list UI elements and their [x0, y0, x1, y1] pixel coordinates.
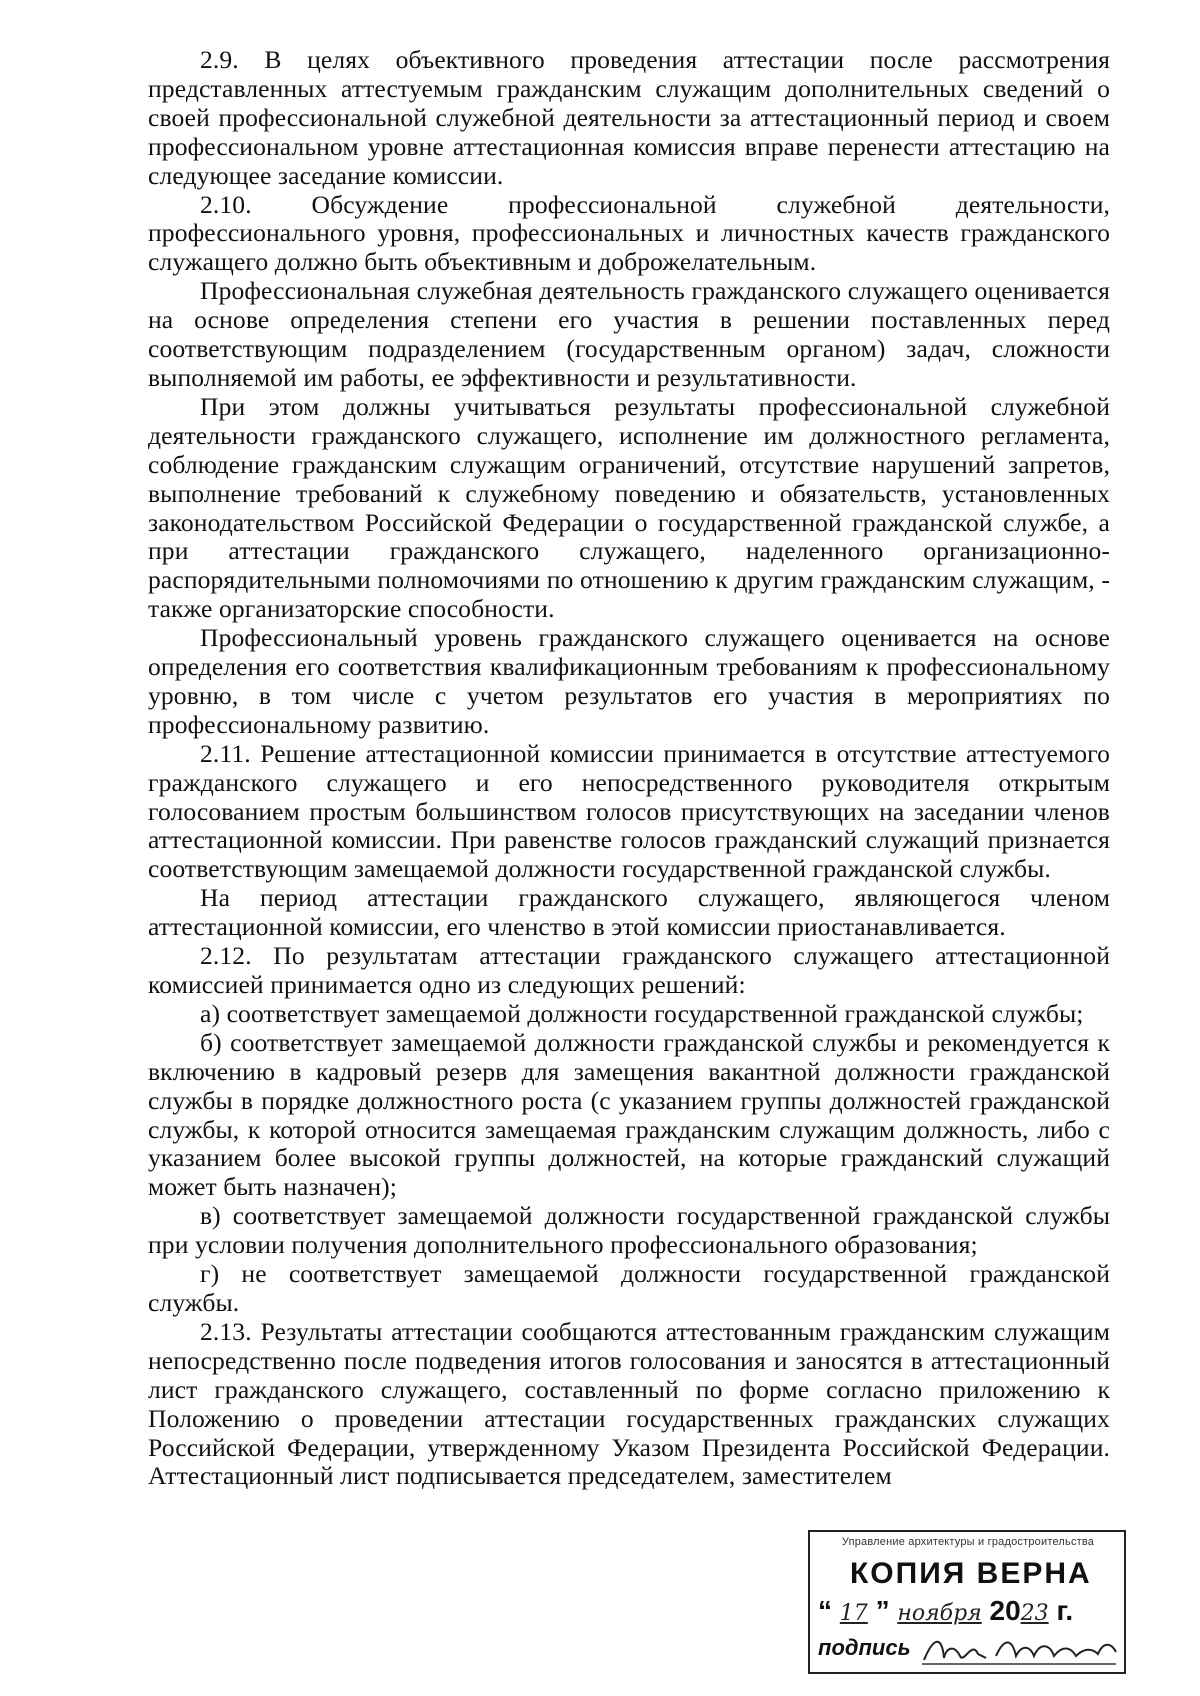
stamp-year-prefix: 20 — [989, 1595, 1021, 1626]
stamp-sign-label: подпись — [818, 1635, 911, 1660]
decision-b: б) соответствует замещаемой должности гражданской службы и рекомендуется к включению в кадровый резерв для замещения вакантной должности гражданской службы в порядке должностного роста (с указанием группы должностей гражданской службы, к которой относится замещаемая гражданским служащим должность, либо с указанием более высокой группы должностей, на которые гражданский служащий может быть назначен); — [148, 1027, 1110, 1202]
paragraph-considered-results: При этом должны учитываться результаты профессиональной служебной деятельности гражданского служащего, исполнение им должностного регламента, соблюдение гражданским служащим ограничений, отсутствие нарушений запретов, выполнение требований к служебному поведению и обязательств, установленных законодательством Российской Федерации о государственной гражданской службе, а при аттестации гражданского служащего, наделенного организационно-распорядительными полномочиями по отношению к другим гражданским служащим, - также организаторские способности. — [148, 391, 1110, 624]
document-body — [148, 46, 1110, 1491]
paragraph-membership-suspended: На период аттестации гражданского служащего, являющегося членом аттестационной комиссии, его членство в этой комиссии приостанавливается. — [148, 883, 1110, 942]
stamp-date-open-quote: “ — [818, 1595, 832, 1626]
stamp-year-unit: г. — [1056, 1595, 1074, 1626]
paragraph-2-12: 2.12. По результатам аттестации гражданского служащего аттестационной комиссией принимается одно из следующих решений: — [148, 941, 1110, 999]
paragraph-2-10: 2.10. Обсуждение профессиональной служебной деятельности, профессионального уровня, профессиональных и личностных качеств гражданского служащего должно быть объективным и доброжелательным. — [148, 189, 1110, 277]
stamp-title: КОПИЯ ВЕРНА — [850, 1557, 1092, 1590]
decision-g: г) не соответствует замещаемой должности государственной гражданской службы. — [148, 1259, 1110, 1317]
stamp-organization: Управление архитектуры и градостроительства — [841, 1536, 1095, 1548]
stamp-date-close-quote: ” — [875, 1595, 890, 1626]
paragraph-2-9: 2.9. В целях объективного проведения аттестации после рассмотрения представленных аттестуемым гражданским служащим дополнительных сведений о своей профессиональной служебной деятельности за аттестационный период и своем профессиональном уровне аттестационная комиссия вправе перенести аттестацию на следующее заседание комиссии. — [148, 45, 1110, 190]
decision-v: в) соответствует замещаемой должности государственной гражданской службы при условии получения дополнительного профессионального образования; — [148, 1201, 1110, 1260]
stamp-year-suffix: 23 — [1020, 1601, 1049, 1626]
paragraph-professional-level: Профессиональный уровень гражданского служащего оценивается на основе определения его соответствия квалификационным требованиям к профессиональному уровню, в том числе с учетом результатов его участия в мероприятиях по профессиональному развитию. — [148, 623, 1110, 739]
paragraph-activity-assessment: Профессиональная служебная деятельность гражданского служащего оценивается на основе определения степени его участия в решении поставленных перед соответствующим подразделением (государственным органом) задач, сложности выполняемой им работы, ее эффективности и результативности. — [148, 276, 1110, 392]
certified-copy-stamp — [808, 1530, 1126, 1674]
handwritten-signature-icon — [920, 1630, 1120, 1670]
decision-a: а) соответствует замещаемой должности государственной гражданской службы; — [200, 998, 1084, 1028]
paragraph-2-13: 2.13. Результаты аттестации сообщаются аттестованным гражданским служащим непосредственно после подведения итогов голосования и заносятся в аттестационный лист гражданского служащего, составленный по форме согласно приложению к Положению о проведении аттестации государственных гражданских служащих Российской Федерации, утвержденному Указом Президента Российской Федерации. Аттестационный лист подписывается председателем, заместителем — [148, 1316, 1110, 1491]
paragraph-2-11: 2.11. Решение аттестационной комиссии принимается в отсутствие аттестуемого гражданского служащего и его непосредственного руководителя открытым голосованием простым большинством голосов присутствующих на заседании членов аттестационной комиссии. При равенстве голосов гражданский служащий признается соответствующим замещаемой должности государственной гражданской службы. — [148, 738, 1110, 884]
stamp-date — [818, 1596, 1118, 1629]
stamp-day: 17 — [839, 1601, 868, 1626]
stamp-month: ноября — [897, 1601, 982, 1626]
